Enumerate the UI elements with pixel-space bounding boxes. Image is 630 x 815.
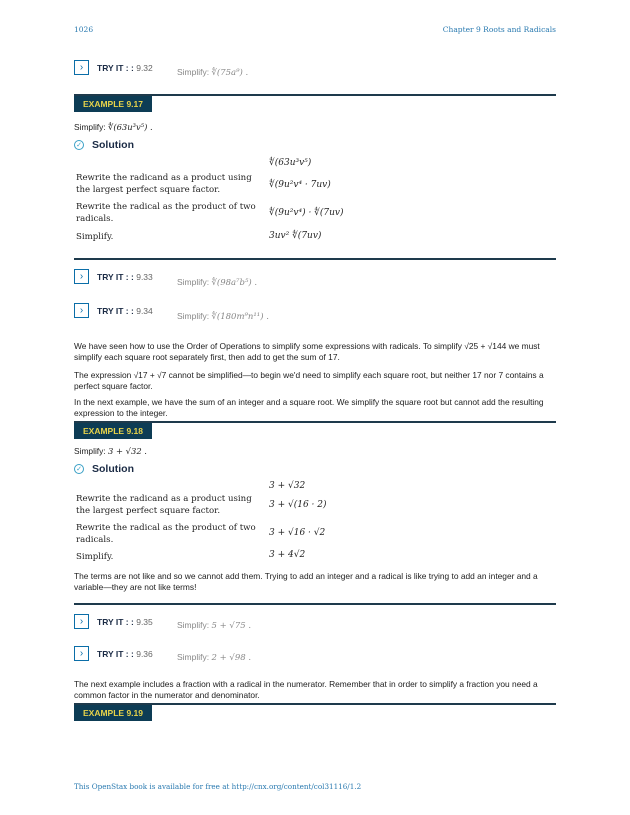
try-it-label: TRY IT : : 9.36 <box>97 649 153 659</box>
step-text: Simplify. <box>76 232 114 242</box>
solution-heading: Solution <box>92 139 134 151</box>
math-line: 3 + √16 · √2 <box>269 528 326 538</box>
example-problem: Simplify: ∜(63u³v⁵) . <box>74 122 153 132</box>
chevron-right-icon[interactable]: › <box>74 646 89 661</box>
chevron-right-icon[interactable]: › <box>74 303 89 318</box>
paragraph: We have seen how to use the Order of Operations to simplify some expressions with radicals. To simplify √25 + √144 we must simplify each square root separately first, then add to get the sum of 17. <box>74 341 540 363</box>
try-it-label: TRY IT : : 9.33 <box>97 272 153 282</box>
paragraph: The expression √17 + √7 cannot be simplified—to begin we'd need to simplify each square root, but neither 17 nor 7 contains a perfect square factor. <box>74 370 544 392</box>
solution-heading: Solution <box>92 463 134 475</box>
section-divider <box>74 603 556 605</box>
chevron-right-icon[interactable]: › <box>74 614 89 629</box>
math-line: ∜(9u²v⁴ · 7uv) <box>269 180 331 190</box>
math-line: 3 + √(16 · 2) <box>269 500 327 510</box>
chapter-title: Chapter 9 Roots and Radicals <box>442 25 556 34</box>
try-it-prompt: Simplify: 2 + √98 . <box>177 652 252 663</box>
step-text: Rewrite the radicand as a product using the largest perfect square factor. <box>76 173 252 195</box>
math-line: 3uv² ∜(7uv) <box>269 231 322 241</box>
page-number: 1026 <box>74 25 94 34</box>
example-problem: Simplify: 3 + √32 . <box>74 446 147 456</box>
step-text: Rewrite the radical as the product of two radicals. <box>76 202 256 224</box>
paragraph: In the next example, we have the sum of an integer and a square root. We simplify the square root but cannot add the resulting expression to the integer. <box>74 397 544 419</box>
step-text: Rewrite the radical as the product of two radicals. <box>76 523 256 545</box>
footer-link[interactable]: This OpenStax book is available for free at http://cnx.org/content/col31116/1.2 <box>74 782 362 791</box>
chevron-right-icon[interactable]: › <box>74 60 89 75</box>
try-it-prompt: Simplify: ∜(98a⁷b⁵) . <box>177 277 258 288</box>
try-it-label: TRY IT : : 9.35 <box>97 617 153 627</box>
math-line: ∜(9u²v⁴) · ∜(7uv) <box>269 208 344 218</box>
example-label: EXAMPLE 9.19 <box>74 705 152 721</box>
try-it-label: TRY IT : : 9.34 <box>97 306 153 316</box>
step-text: Rewrite the radicand as a product using the largest perfect square factor. <box>76 494 252 516</box>
check-circle-icon: ✓ <box>74 140 84 150</box>
paragraph: The next example includes a fraction with a radical in the numerator. Remember that in order to simplify a fraction you need a common factor in the numerator and denominator. <box>74 679 538 701</box>
math-line: ∜(63u³v⁵) <box>269 158 312 168</box>
math-line: 3 + 4√2 <box>269 550 306 560</box>
example-label: EXAMPLE 9.17 <box>74 96 152 112</box>
example-label: EXAMPLE 9.18 <box>74 423 152 439</box>
try-it-prompt: Simplify: ∜(180m⁹n¹¹) . <box>177 311 269 322</box>
chevron-right-icon[interactable]: › <box>74 269 89 284</box>
try-it-label: TRY IT : : 9.32 <box>97 63 153 73</box>
math-line: 3 + √32 <box>269 481 306 491</box>
step-text: Simplify. <box>76 552 114 562</box>
try-it-prompt: Simplify: ∜(75a⁹) . <box>177 67 249 78</box>
paragraph: The terms are not like and so we cannot add them. Trying to add an integer and a radical is like trying to add an integer and a variable—they are not like terms! <box>74 571 538 593</box>
check-circle-icon: ✓ <box>74 464 84 474</box>
section-divider <box>74 258 556 260</box>
try-it-prompt: Simplify: 5 + √75 . <box>177 620 252 631</box>
